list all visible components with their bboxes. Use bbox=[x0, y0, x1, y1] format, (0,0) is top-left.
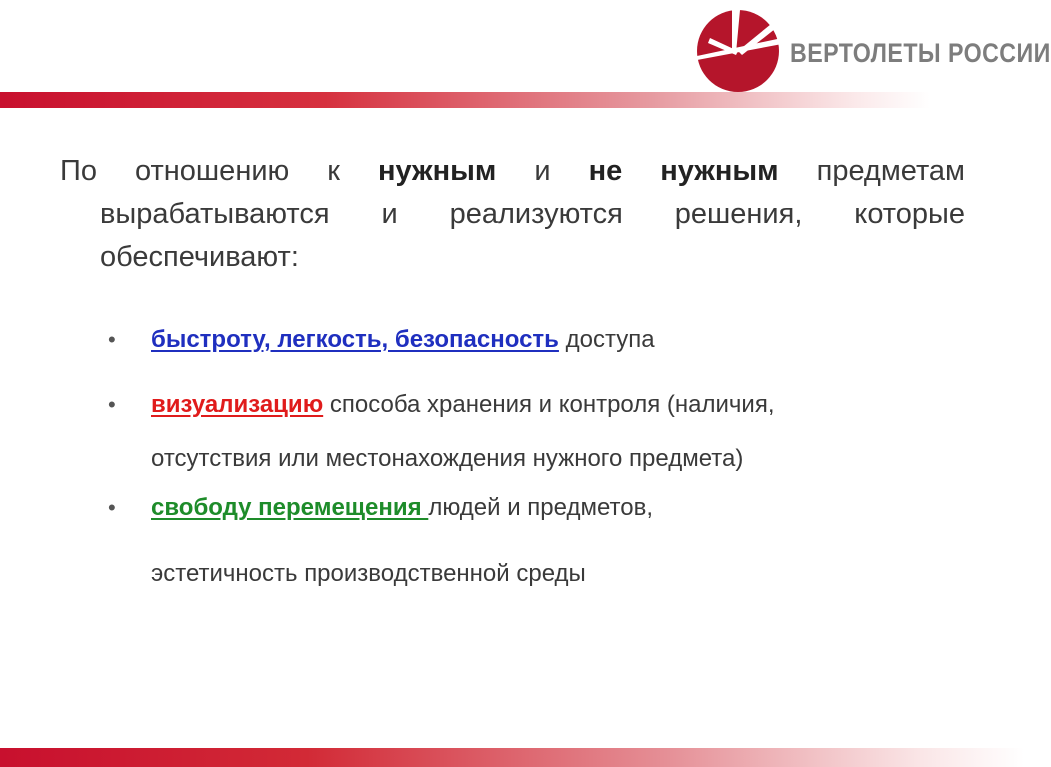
bullet-list bbox=[108, 320, 968, 594]
aesthetics-line: эстетичность производственной среды bbox=[151, 560, 586, 587]
highlight-movement: свободу перемещения bbox=[151, 494, 429, 521]
bullet-item-visualization: • визуализацию способа хранения и контроля (наличия, отсутствия или местонахождения нужного предмета) bbox=[108, 378, 968, 490]
bullet-marker: • bbox=[108, 495, 116, 520]
intro-line-3: обеспечивают: bbox=[100, 241, 299, 273]
highlight-access: быстроту, легкость, безопасность bbox=[151, 326, 559, 353]
keyword-not-needed: не нужным bbox=[588, 155, 779, 187]
header-divider-bar bbox=[0, 92, 930, 108]
footer-divider-bar bbox=[0, 748, 1024, 767]
bullet-marker: • bbox=[108, 327, 116, 352]
highlight-visualization: визуализацию bbox=[151, 391, 324, 418]
bullet-item-access: • быстроту, легкость, безопасность доступа bbox=[108, 320, 968, 380]
intro-line-2: вырабатываются и реализуются решения, которые bbox=[100, 198, 965, 230]
bullet-marker: • bbox=[108, 392, 116, 417]
logo-text: ВЕРТОЛЕТЫ РОССИИ bbox=[790, 38, 1051, 68]
intro-line-1: По отношению к нужным и не нужным предметам bbox=[60, 155, 965, 187]
intro-paragraph bbox=[60, 150, 965, 279]
bullet-item-movement: • свободу перемещения людей и предметов, эстетичность производственной среды bbox=[108, 488, 968, 594]
company-logo bbox=[692, 8, 1051, 94]
keyword-needed: нужным bbox=[378, 155, 497, 187]
helicopter-rotor-circle-icon bbox=[692, 8, 784, 94]
